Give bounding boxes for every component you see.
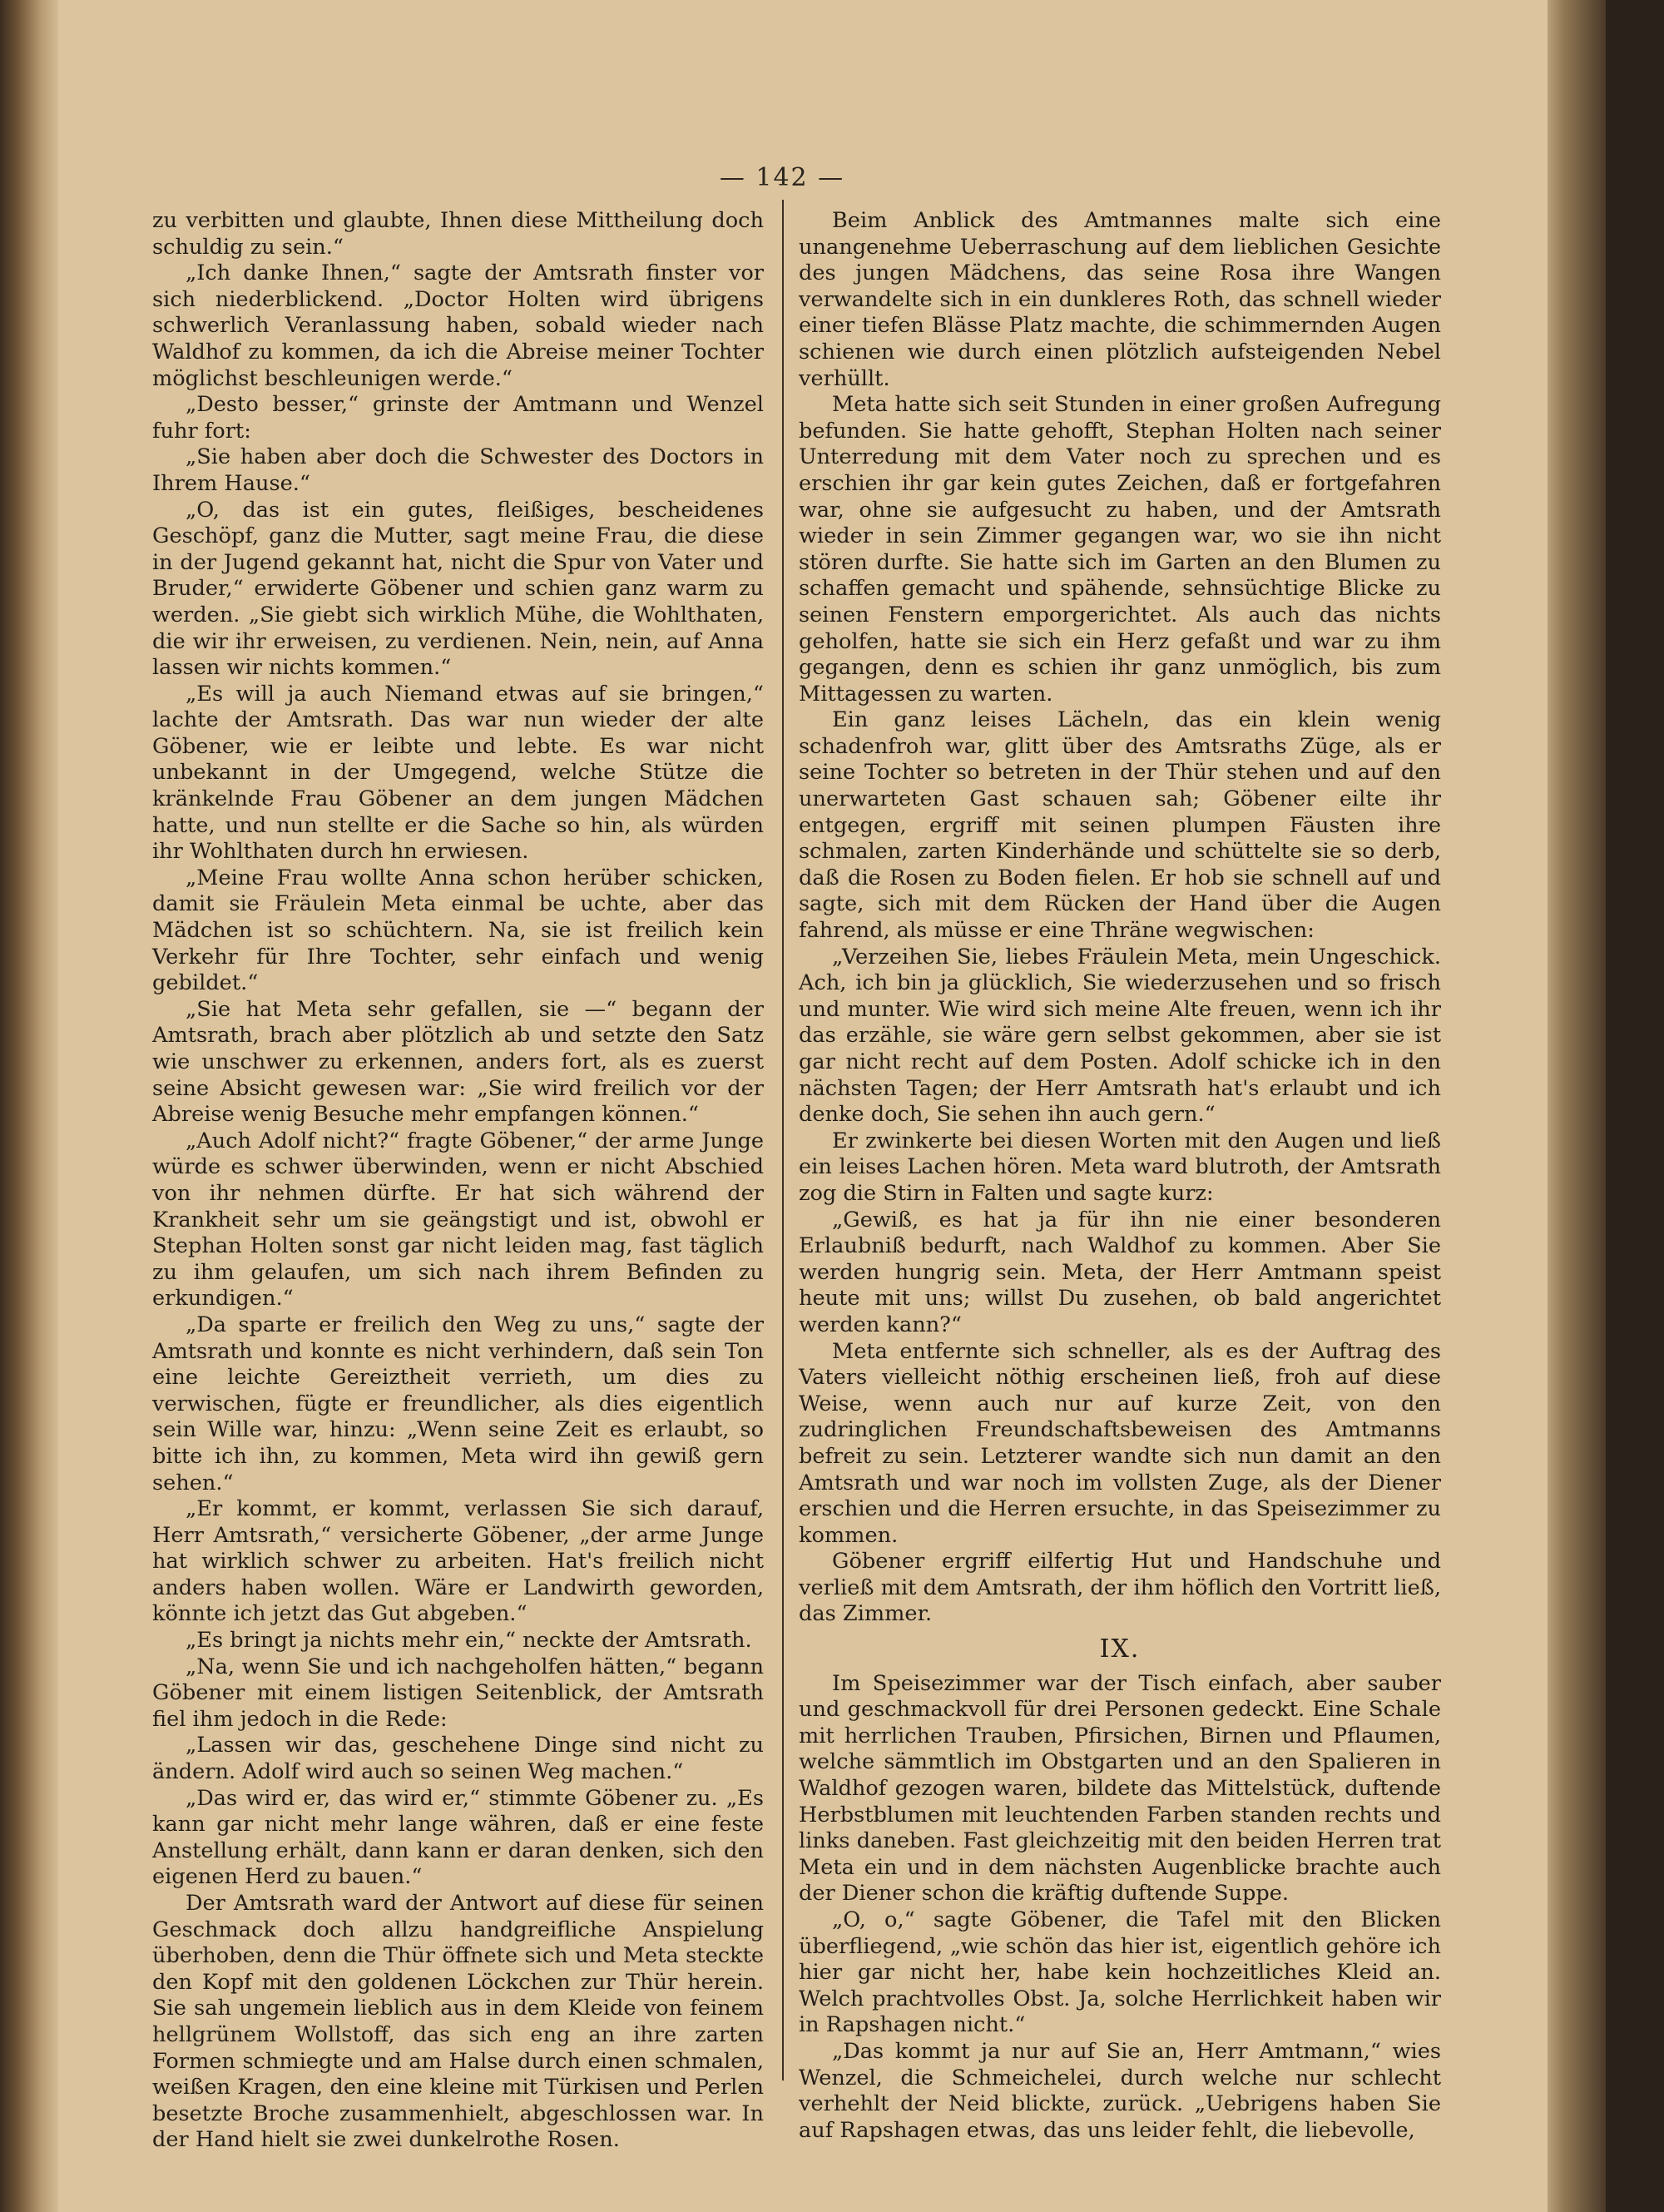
paragraph: „Da sparte er freilich den Weg zu uns,“ sagte der Amtsrath und konnte es nicht verhindern, daß sein Ton eine leichte Gereiztheit verrieth, um dies zu verwischen, fügte er freundlicher, als dies eigentlich sein Wille war, hinzu: „Wenn seine Zeit es erlaubt, so bitte ich ihn, zu kommen, Meta wird ihn gewiß gern sehen.“ xyxy=(152,1312,764,1495)
paragraph: Meta entfernte sich schneller, als es der Auftrag des Vaters vielleicht nöthig erscheinen ließ, froh auf diese Weise, wenn auch nur auf kurze Zeit, von den zudringlichen Freundschaftsbeweisen des Amtmanns befreit zu sein. Letzterer wandte sich nun damit an den Amtsrath und war noch im vollsten Zuge, als der Diener erschien und die Herren ersuchte, in das Speisezimmer zu kommen. xyxy=(799,1338,1441,1548)
book-binding xyxy=(0,0,58,2212)
page-edge xyxy=(1548,0,1606,2212)
paragraph: „Meine Frau wollte Anna schon herüber schicken, damit sie Fräulein Meta einmal be uchte, aber das Mädchen ist so schüchtern. Na, sie ist freilich kein Verkehr für Ihre Tochter, sehr einfach und wenig gebildet.“ xyxy=(152,865,764,996)
paragraph: „Er kommt, er kommt, verlassen Sie sich darauf, Herr Amtsrath,“ versicherte Göbener, „der arme Junge hat wirklich schwer zu arbeiten. Hat's freilich nicht anders haben wollen. Wäre er Landwirth geworden, könnte ich jetzt das Gut abgeben.“ xyxy=(152,1496,764,1627)
paragraph: Im Speisezimmer war der Tisch einfach, aber sauber und geschmackvoll für drei Personen gedeckt. Eine Schale mit herrlichen Trauben, Pfirsichen, Birnen und Pflaumen, welche sämmtlich im Obstgarten und an den Spalieren in Waldhof gezogen waren, bildete das Mittelstück, duftende Herbstblumen mit leuchtenden Farben standen rechts und links daneben. Fast gleichzeitig mit den beiden Herren trat Meta ein und in dem nächsten Augenblicke brachte auch der Diener schon die kräftig duftende Suppe. xyxy=(799,1670,1441,1907)
paragraph: „Na, wenn Sie und ich nachgeholfen hätten,“ begann Göbener mit einem listigen Seitenblick, der Amtsrath fiel ihm jedoch in die Rede: xyxy=(152,1654,764,1732)
paragraph: „Das wird er, das wird er,“ stimmte Göbener zu. „Es kann gar nicht mehr lange währen, daß er eine feste Anstellung erhält, dann kann er daran denken, sich den eigenen Herd zu bauen.“ xyxy=(152,1785,764,1890)
paragraph: „Lassen wir das, geschehene Dinge sind nicht zu ändern. Adolf wird auch so seinen Weg machen.“ xyxy=(152,1733,764,1785)
paragraph: Meta hatte sich seit Stunden in einer großen Aufregung befunden. Sie hatte gehofft, Stephan Holten nach seiner Unterredung mit dem Vater noch zu sprechen und es erschien ihr gar kein gutes Zeichen, daß er fortgefahren war, ohne sie aufgesucht zu haben, und der Amtsrath wieder in sein Zimmer gegangen war, wo sie ihn nicht stören durfte. Sie hatte sich im Garten an den Blumen zu schaffen gemacht und spähende, sehnsüchtige Blicke zu seinen Fenstern emporgerichtet. Als auch das nichts geholfen, hatte sie sich ein Herz gefaßt und war zu ihm gegangen, denn es schien ihr ganz unmöglich, bis zum Mittagessen zu warten. xyxy=(799,392,1441,707)
paragraph: „Verzeihen Sie, liebes Fräulein Meta, mein Ungeschick. Ach, ich bin ja glücklich, Sie wiederzusehen und so frisch und munter. Wie wird sich meine Alte freuen, wenn ich ihr das erzähle, sie wäre gern selbst gekommen, aber sie ist gar nicht recht auf dem Posten. Adolf schicke ich in den nächsten Tagen; der Herr Amtsrath hat's erlaubt und ich denke doch, Sie sehen ihn auch gern.“ xyxy=(799,944,1441,1128)
paragraph: „Es bringt ja nichts mehr ein,“ neckte der Amtsrath. xyxy=(186,1628,752,1654)
column-rule xyxy=(782,200,784,2081)
paragraph: „O, o,“ sagte Göbener, die Tafel mit den Blicken überfliegend, „wie schön das hier ist, eigentlich gehöre ich hier gar nicht her, habe kein hochzeitliches Kleid an. Welch prachtvolles Obst. Ja, solche Herrlichkeit haben wir in Rapshagen nicht.“ xyxy=(799,1907,1441,2038)
paragraph: „Desto besser,“ grinste der Amtmann und Wenzel fuhr fort: xyxy=(152,392,764,444)
paragraph: „O, das ist ein gutes, fleißiges, bescheidenes Geschöpf, ganz die Mutter, sagt meine Frau, die diese in der Jugend gekannt hat, nicht die Spur von Vater und Bruder,“ erwiderte Göbener und schien ganz warm zu werden. „Sie giebt sich wirklich Mühe, die Wohlthaten, die wir ihr erweisen, zu verdienen. Nein, nein, auf Anna lassen wir nichts kommen.“ xyxy=(152,497,764,681)
paragraph: „Ich danke Ihnen,“ sagte der Amtsrath finster vor sich niederblickend. „Doctor Holten wird übrigens schwerlich Veranlassung haben, sobald wieder nach Waldhof zu kommen, da ich die Abreise meiner Tochter möglichst beschleunigen werde.“ xyxy=(152,260,764,391)
page-number: — 142 — xyxy=(719,163,845,192)
paragraph: zu verbitten und glaubte, Ihnen diese Mittheilung doch schuldig zu sein.“ xyxy=(152,208,764,260)
paragraph: „Auch Adolf nicht?“ fragte Göbener,“ der arme Junge würde es schwer überwinden, wenn er nicht Abschied von ihr nehmen dürfte. Er hat sich während der Krankheit sehr um sie geängstigt und ist, obwohl er Stephan Holten sonst gar nicht leiden mag, fast täglich zu ihm gelaufen, um sich nach ihrem Befinden zu erkundigen.“ xyxy=(152,1128,764,1312)
paragraph: Ein ganz leises Lächeln, das ein klein wenig schadenfroh war, glitt über des Amtsraths Züge, als er seine Tochter so betreten in der Thür stehen und auf den unerwarteten Gast schauen sah; Göbener eilte ihr entgegen, ergriff mit seinen plumpen Fäusten ihre schmalen, zarten Kinderhände und schüttelte sie so derb, daß die Rosen zu Boden fielen. Er hob sie schnell auf und sagte, sich mit dem Rücken der Hand über die Augen fahrend, als müsse er eine Thräne wegwischen: xyxy=(799,707,1441,944)
paragraph: Beim Anblick des Amtmannes malte sich eine unangenehme Ueberraschung auf dem lieblichen Gesichte des jungen Mädchens, das seine Rosa ihre Wangen verwandelte sich in ein dunkleres Roth, das schnell wieder einer tiefen Blässe Platz machte, die schimmernden Augen schienen wie durch einen plötzlich aufsteigenden Nebel verhüllt. xyxy=(799,208,1441,391)
left-column xyxy=(152,208,764,2154)
paragraph: Göbener ergriff eilfertig Hut und Handschuhe und verließ mit dem Amtsrath, der ihm höflich den Vortritt ließ, das Zimmer. xyxy=(799,1549,1441,1627)
paragraph: „Gewiß, es hat ja für ihn nie einer besonderen Erlaubniß bedurft, nach Waldhof zu kommen. Aber Sie werden hungrig sein. Meta, der Herr Amtmann speist heute mit uns; willst Du zusehen, ob bald angerichtet werden kann?“ xyxy=(799,1207,1441,1337)
paragraph: „Sie hat Meta sehr gefallen, sie —“ begann der Amtsrath, brach aber plötzlich ab und setzte den Satz wie unschwer zu erkennen, anders fort, als es zuerst seine Absicht gewesen war: „Sie wird freilich vor der Abreise wenig Besuche mehr empfangen können.“ xyxy=(152,996,764,1128)
paragraph: „Sie haben aber doch die Schwester des Doctors in Ihrem Hause.“ xyxy=(152,444,764,496)
paragraph: Er zwinkerte bei diesen Worten mit den Augen und ließ ein leises Lachen hören. Meta ward blutroth, der Amtsrath zog die Stirn in Falten und sagte kurz: xyxy=(799,1128,1441,1206)
right-column xyxy=(799,208,1441,2144)
paragraph: „Das kommt ja nur auf Sie an, Herr Amtmann,“ wies Wenzel, die Schmeichelei, durch welche nur schlecht verhehlt der Neid blickte, zurück. „Uebrigens haben Sie auf Rapshagen etwas, das uns leider fehlt, die liebevolle, xyxy=(799,2038,1441,2143)
chapter-heading: IX. xyxy=(1099,1634,1141,1664)
paragraph: Der Amtsrath ward der Antwort auf diese für seinen Geschmack doch allzu handgreifliche Anspielung überhoben, denn die Thür öffnete sich und Meta steckte den Kopf mit den goldenen Löckchen zur Thür herein. Sie sah ungemein lieblich aus in dem Kleide von feinem hellgrünem Wollstoff, das sich eng an ihre zarten Formen schmiegte und am Halse durch einen schmalen, weißen Kragen, den eine kleine mit Türkisen und Perlen besetzte Broche zusammenhielt, abgeschlossen war. In der Hand hielt sie zwei dunkelrothe Rosen. xyxy=(152,1891,764,2153)
paragraph: „Es will ja auch Niemand etwas auf sie bringen,“ lachte der Amtsrath. Das war nun wieder der alte Göbener, wie er leibte und lebte. Es war nicht unbekannt in der Umgegend, welche Stütze die kränkelnde Frau Göbener an dem jungen Mädchen hatte, und nun stellte er die Sache so hin, als würden ihr Wohlthaten durch hn erwiesen. xyxy=(152,681,764,865)
